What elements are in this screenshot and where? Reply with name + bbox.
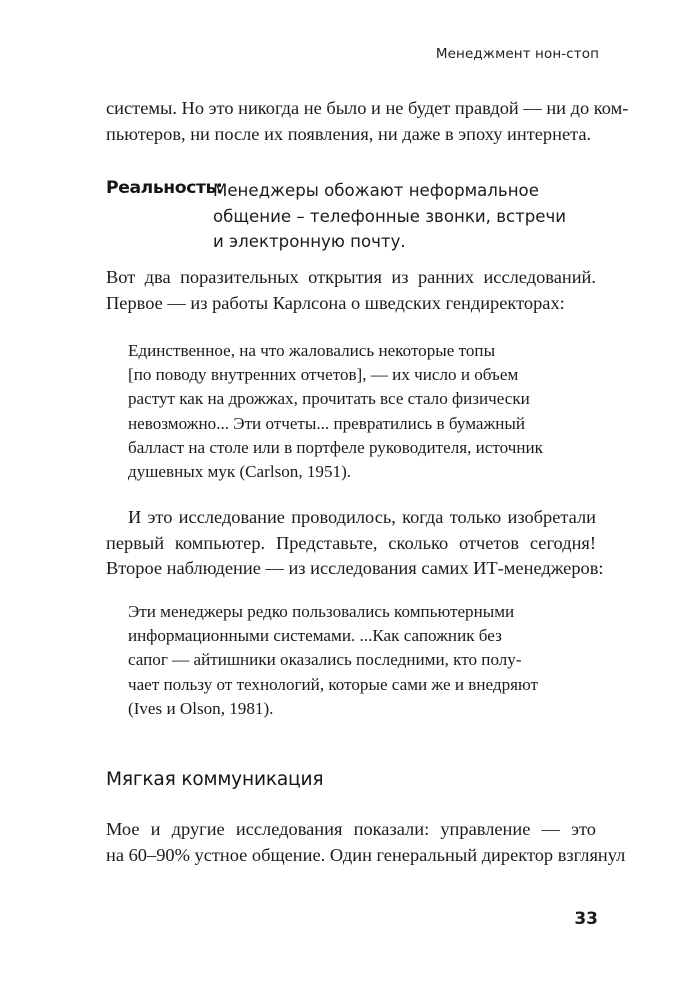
paragraph-line: Мое и другие исследования показали: управление — это bbox=[106, 819, 596, 839]
paragraph-computers bbox=[106, 505, 604, 582]
block-quote-carlson bbox=[128, 339, 578, 484]
paragraph-line: Вот два поразительных открытия из ранних исследований. bbox=[106, 267, 596, 287]
quote-line: растут как на дрожжах, прочитать все стало физически bbox=[128, 389, 530, 409]
paragraph-line: на 60–90% устное общение. Один генеральный директор взглянул bbox=[106, 844, 626, 865]
paragraph-line: Второе наблюдение — из исследования самих ИТ-менеджеров: bbox=[106, 558, 604, 578]
reality-line: и электронную почту. bbox=[213, 232, 406, 252]
reality-text bbox=[213, 178, 566, 255]
quote-line: невозможно... Эти отчеты... превратились в бумажный bbox=[128, 413, 526, 433]
paragraph-line: системы. Но это никогда не было и не будет правдой — ни до ком- bbox=[106, 98, 629, 118]
section-heading: Мягкая коммуникация bbox=[106, 769, 324, 790]
paragraph-line: первый компьютер. Представьте, сколько отчетов сегодня! bbox=[106, 532, 596, 553]
paragraph-line: пьютеров, ни после их появления, ни даже в эпоху интернета. bbox=[106, 123, 592, 144]
quote-line: [по поводу внутренних отчетов], — их число и объем bbox=[128, 365, 519, 385]
reality-line: Менеджеры обожают неформальное bbox=[213, 181, 539, 200]
quote-line: сапог — айтишники оказались последними, кто полу- bbox=[128, 650, 522, 670]
quote-line: душевных мук (Carlson, 1951). bbox=[128, 462, 352, 482]
quote-line: Единственное, на что жаловались некоторые топы bbox=[128, 341, 496, 360]
running-header: Менеджмент нон-стоп bbox=[435, 46, 599, 62]
reality-label: Реальность: bbox=[106, 178, 223, 198]
quote-line: Эти менеджеры редко пользовались компьютерными bbox=[128, 602, 515, 621]
paragraph-soft-communication bbox=[106, 817, 626, 868]
paragraph-line: Первое — из работы Карлсона о шведских гендиректорах: bbox=[106, 292, 565, 313]
block-quote-ives-olson bbox=[128, 600, 578, 721]
quote-line: балласт на столе или в портфеле руководителя, источник bbox=[128, 437, 543, 457]
quote-line: (Ives и Olson, 1981). bbox=[128, 698, 274, 718]
paragraph-research bbox=[106, 265, 596, 316]
paragraph-line: И это исследование проводилось, когда только изобретали bbox=[128, 507, 596, 527]
page-number: 33 bbox=[574, 909, 598, 929]
reality-line: общение – телефонные звонки, встречи bbox=[213, 206, 567, 226]
paragraph-continuation bbox=[106, 96, 629, 147]
quote-line: чает пользу от технологий, которые сами же и внедряют bbox=[128, 674, 538, 694]
quote-line: информационными системами. ...Как сапожник без bbox=[128, 626, 502, 646]
